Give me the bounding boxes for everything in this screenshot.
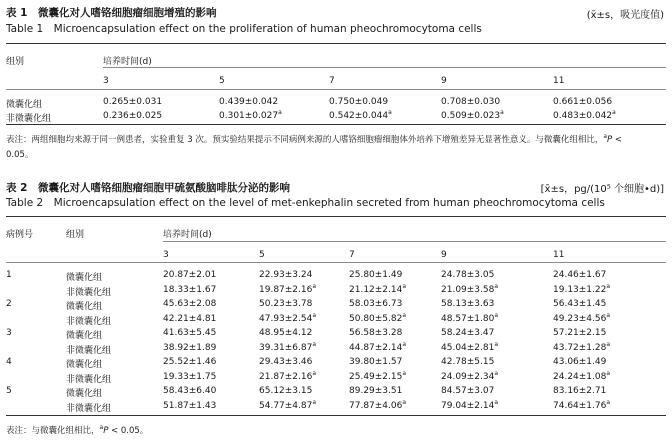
cell-value: 24.09±2.34: [441, 371, 495, 382]
cell-value: 48.57±1.80: [441, 313, 495, 324]
table2-group-label: 非微囊化组: [66, 316, 112, 327]
table1-note-p: P: [607, 135, 613, 145]
table-cell: [553, 111, 616, 121]
table1-top-rule: [6, 43, 666, 44]
table2-caption-cn: 表 2 微囊化对人嗜铬细胞瘤细胞甲硫氨酸脑啡肽分泌的影响: [6, 182, 290, 194]
table-cell: [553, 328, 606, 338]
table2-day-5: 5: [259, 250, 265, 260]
table2-group-label: 微囊化组: [66, 331, 103, 341]
significance-mark: a: [606, 340, 611, 348]
cell-value: 83.16±2.71: [553, 386, 607, 396]
significance-mark: a: [606, 282, 611, 290]
cell-value: 18.33±1.67: [163, 284, 217, 295]
table1-header-rule: [6, 89, 666, 90]
table-cell: [219, 111, 282, 121]
cell-value: 49.23±4.56: [553, 313, 607, 324]
table1-caption-cn: 表 1 微囊化对人嗜铬细胞瘤细胞增殖的影响: [6, 7, 217, 19]
table2-note-sup: a: [99, 424, 104, 432]
significance-mark: a: [312, 398, 317, 406]
cell-value: 57.21±2.15: [553, 328, 607, 338]
table2-note-text: 表注：与微囊化组相比，: [6, 426, 100, 436]
table2-case-number: 5: [6, 386, 12, 396]
table2-bottom-rule: [6, 415, 666, 416]
table1-group-header: 组别: [6, 57, 25, 67]
table-cell: [163, 357, 216, 367]
table2-case-header: 病例号: [6, 230, 34, 240]
cell-value: 0.542±0.044: [329, 111, 389, 121]
table-cell: [441, 386, 494, 396]
table-cell: [553, 282, 611, 295]
table1-note-line1: 表注：两组细胞均来源于同一例患者，实验重复 3 次。预实验结果提示不同病例来源的人嗜铬细胞瘤细胞体外培养下增殖差异无显著性意义。与微囊化组相比，: [6, 135, 604, 145]
table1-note-line2: 0.05。: [6, 150, 34, 160]
cell-value: 0.236±0.025: [103, 111, 163, 121]
table-cell: [163, 401, 216, 411]
table-cell: [553, 386, 606, 396]
significance-mark: a: [312, 311, 317, 319]
table-cell: [259, 311, 317, 324]
significance-mark: a: [494, 282, 499, 290]
table-cell: [553, 97, 612, 107]
table-cell: [163, 299, 216, 309]
cell-value: 0.750±0.049: [329, 97, 389, 107]
cell-value: 42.21±4.81: [163, 313, 217, 324]
table-cell: [553, 270, 606, 280]
table2-case-number: 1: [6, 270, 12, 280]
cell-value: 25.52±1.46: [163, 357, 217, 367]
cell-value: 0.265±0.031: [103, 97, 163, 107]
table1-caption-en: Table 1 Microencapsulation effect on the proliferation of human pheochromocytoma cells: [6, 23, 482, 35]
cell-value: 74.64±1.76: [553, 400, 607, 411]
cell-value: 58.13±3.63: [441, 299, 495, 309]
table-cell: [349, 369, 407, 382]
cell-value: 29.43±3.46: [259, 357, 313, 367]
cell-value: 0.509±0.023: [441, 111, 501, 121]
cell-value: 24.78±3.05: [441, 270, 495, 280]
table2-day-7: 7: [349, 250, 355, 260]
table1-day-5: 5: [219, 76, 225, 86]
table-cell: [349, 398, 407, 411]
table-cell: [349, 357, 402, 367]
table-cell: [553, 357, 606, 367]
table-cell: [553, 340, 611, 353]
cell-value: 19.33±1.75: [163, 371, 217, 382]
table-cell: [441, 311, 499, 324]
table-cell: [553, 369, 611, 382]
significance-mark: a: [388, 109, 392, 116]
cell-value: 58.03±6.73: [349, 299, 403, 309]
significance-mark: a: [494, 340, 499, 348]
table-cell: [349, 282, 407, 295]
table-cell: [219, 97, 278, 107]
cell-value: 58.24±3.47: [441, 328, 495, 338]
table1-spanner-rule: [103, 67, 666, 68]
cell-value: 22.93±3.24: [259, 270, 313, 280]
cell-value: 65.12±3.15: [259, 386, 313, 396]
table-cell: [259, 270, 312, 280]
table-cell: [441, 97, 500, 107]
table1-note: [6, 133, 622, 145]
cell-value: 84.57±3.07: [441, 386, 495, 396]
table-cell: [163, 386, 216, 396]
table-cell: [441, 299, 494, 309]
table-cell: [163, 270, 216, 280]
table2-spanner-rule: [163, 241, 666, 242]
cell-value: 43.72±1.28: [553, 342, 607, 353]
table1-time-header: 培养时间(d): [103, 57, 152, 67]
table2-day-3: 3: [163, 250, 169, 260]
table1-day-11: 11: [553, 76, 565, 86]
table-cell: [163, 328, 216, 338]
table-cell: [553, 299, 606, 309]
significance-mark: a: [500, 109, 504, 116]
table-cell: [259, 386, 312, 396]
cell-value: 38.92±1.89: [163, 342, 217, 353]
table1-note-line1-end: <: [612, 135, 622, 145]
cell-value: 44.87±2.14: [349, 342, 403, 353]
table2-day-11: 11: [553, 250, 565, 260]
table-cell: [259, 357, 312, 367]
cell-value: 77.87±4.06: [349, 400, 403, 411]
cell-value: 41.63±5.45: [163, 328, 217, 338]
table2-unit: [x̄±s，pg/(10⁵ 个细胞•d)]: [540, 184, 664, 195]
table2-group-label: 微囊化组: [66, 302, 103, 312]
table1-day-7: 7: [329, 76, 335, 86]
significance-mark: a: [402, 398, 407, 406]
table1-bottom-rule: [6, 124, 666, 125]
table-cell: [163, 343, 216, 353]
table-cell: [441, 111, 504, 121]
significance-mark: a: [606, 398, 611, 406]
cell-value: 79.04±2.14: [441, 400, 495, 411]
table2-note-p: P: [103, 426, 109, 436]
table2-case-number: 2: [6, 299, 12, 309]
table-cell: [349, 270, 402, 280]
table-cell: [329, 97, 388, 107]
table-cell: [441, 270, 494, 280]
table1-group-label: 非微囊化组: [6, 114, 52, 124]
table2-case-number: 4: [6, 357, 12, 367]
cell-value: 47.93±2.54: [259, 313, 313, 324]
table2-group-label: 非微囊化组: [66, 374, 112, 385]
table-cell: [259, 299, 312, 309]
table2-top-rule: [6, 216, 666, 217]
cell-value: 19.87±2.16: [259, 284, 313, 295]
table-cell: [441, 340, 499, 353]
significance-mark: a: [402, 369, 407, 377]
table1-day-3: 3: [103, 76, 109, 86]
table1-unit: (x̄±s，吸光度值): [586, 10, 664, 21]
significance-mark: a: [402, 311, 407, 319]
significance-mark: a: [606, 369, 611, 377]
table-cell: [441, 369, 499, 382]
significance-mark: a: [612, 109, 616, 116]
table-cell: [259, 328, 312, 338]
cell-value: 0.301±0.027: [219, 111, 279, 121]
table-cell: [163, 285, 216, 295]
cell-value: 0.439±0.042: [219, 97, 279, 107]
cell-value: 45.63±2.08: [163, 299, 217, 309]
table-cell: [259, 340, 317, 353]
cell-value: 21.87±2.16: [259, 371, 313, 382]
table-cell: [259, 398, 317, 411]
cell-value: 39.80±1.57: [349, 357, 403, 367]
table1-note-sup: a: [603, 133, 608, 141]
table2-day-9: 9: [441, 250, 447, 260]
table-cell: [103, 97, 162, 107]
cell-value: 24.46±1.67: [553, 270, 607, 280]
significance-mark: a: [494, 398, 499, 406]
table2-note-end: < 0.05。: [108, 426, 149, 436]
cell-value: 43.06±1.49: [553, 357, 607, 367]
cell-value: 0.483±0.042: [553, 111, 613, 121]
significance-mark: a: [494, 311, 499, 319]
table-cell: [441, 398, 499, 411]
cell-value: 20.87±2.01: [163, 270, 217, 280]
cell-value: 50.23±3.78: [259, 299, 313, 309]
table2-group-label: 非微囊化组: [66, 345, 112, 356]
table2-header-rule: [6, 262, 666, 263]
table-cell: [259, 282, 317, 295]
significance-mark: a: [312, 340, 317, 348]
table-cell: [441, 328, 494, 338]
cell-value: 45.04±2.81: [441, 342, 495, 353]
significance-mark: a: [312, 282, 317, 290]
cell-value: 48.95±4.12: [259, 328, 313, 338]
significance-mark: a: [278, 109, 282, 116]
cell-value: 58.43±6.40: [163, 386, 217, 396]
table2-time-header: 培养时间(d): [163, 230, 212, 240]
table-cell: [163, 314, 216, 324]
cell-value: 19.13±1.22: [553, 284, 607, 295]
cell-value: 54.77±4.87: [259, 400, 313, 411]
table2-group-label: 非微囊化组: [66, 287, 112, 298]
cell-value: 56.58±3.28: [349, 328, 403, 338]
significance-mark: a: [402, 282, 407, 290]
table-cell: [349, 386, 402, 396]
table2-caption-en: Table 2 Microencapsulation effect on the level of met-enkephalin secreted from human pheochromocytoma cells: [6, 197, 605, 209]
cell-value: 25.80±1.49: [349, 270, 403, 280]
cell-value: 42.78±5.15: [441, 357, 495, 367]
significance-mark: a: [402, 340, 407, 348]
table-cell: [329, 111, 392, 121]
table-cell: [259, 369, 317, 382]
table2-group-label: 微囊化组: [66, 389, 103, 399]
table-cell: [349, 340, 407, 353]
table-cell: [163, 372, 216, 382]
table-cell: [441, 357, 494, 367]
cell-value: 56.43±1.45: [553, 299, 607, 309]
table2-group-header: 组别: [66, 230, 85, 240]
table-cell: [441, 282, 499, 295]
cell-value: 25.49±2.15: [349, 371, 403, 382]
cell-value: 21.09±3.58: [441, 284, 495, 295]
cell-value: 39.31±6.87: [259, 342, 313, 353]
table2-case-number: 3: [6, 328, 12, 338]
table2-group-label: 非微囊化组: [66, 403, 112, 414]
table1-day-9: 9: [441, 76, 447, 86]
cell-value: 24.24±1.08: [553, 371, 607, 382]
table-cell: [103, 111, 162, 121]
cell-value: 89.29±3.51: [349, 386, 403, 396]
cell-value: 51.87±1.43: [163, 400, 217, 411]
significance-mark: a: [494, 369, 499, 377]
table1-group-label: 微囊化组: [6, 100, 43, 110]
table2-note: [6, 424, 148, 436]
table-cell: [349, 328, 402, 338]
table-cell: [553, 398, 611, 411]
cell-value: 0.708±0.030: [441, 97, 501, 107]
table2-group-label: 微囊化组: [66, 273, 103, 283]
table2-group-label: 微囊化组: [66, 360, 103, 370]
table-cell: [349, 299, 402, 309]
cell-value: 21.12±2.14: [349, 284, 403, 295]
significance-mark: a: [312, 369, 317, 377]
table-cell: [349, 311, 407, 324]
significance-mark: a: [606, 311, 611, 319]
table-cell: [553, 311, 611, 324]
cell-value: 50.80±5.82: [349, 313, 403, 324]
cell-value: 0.661±0.056: [553, 97, 613, 107]
